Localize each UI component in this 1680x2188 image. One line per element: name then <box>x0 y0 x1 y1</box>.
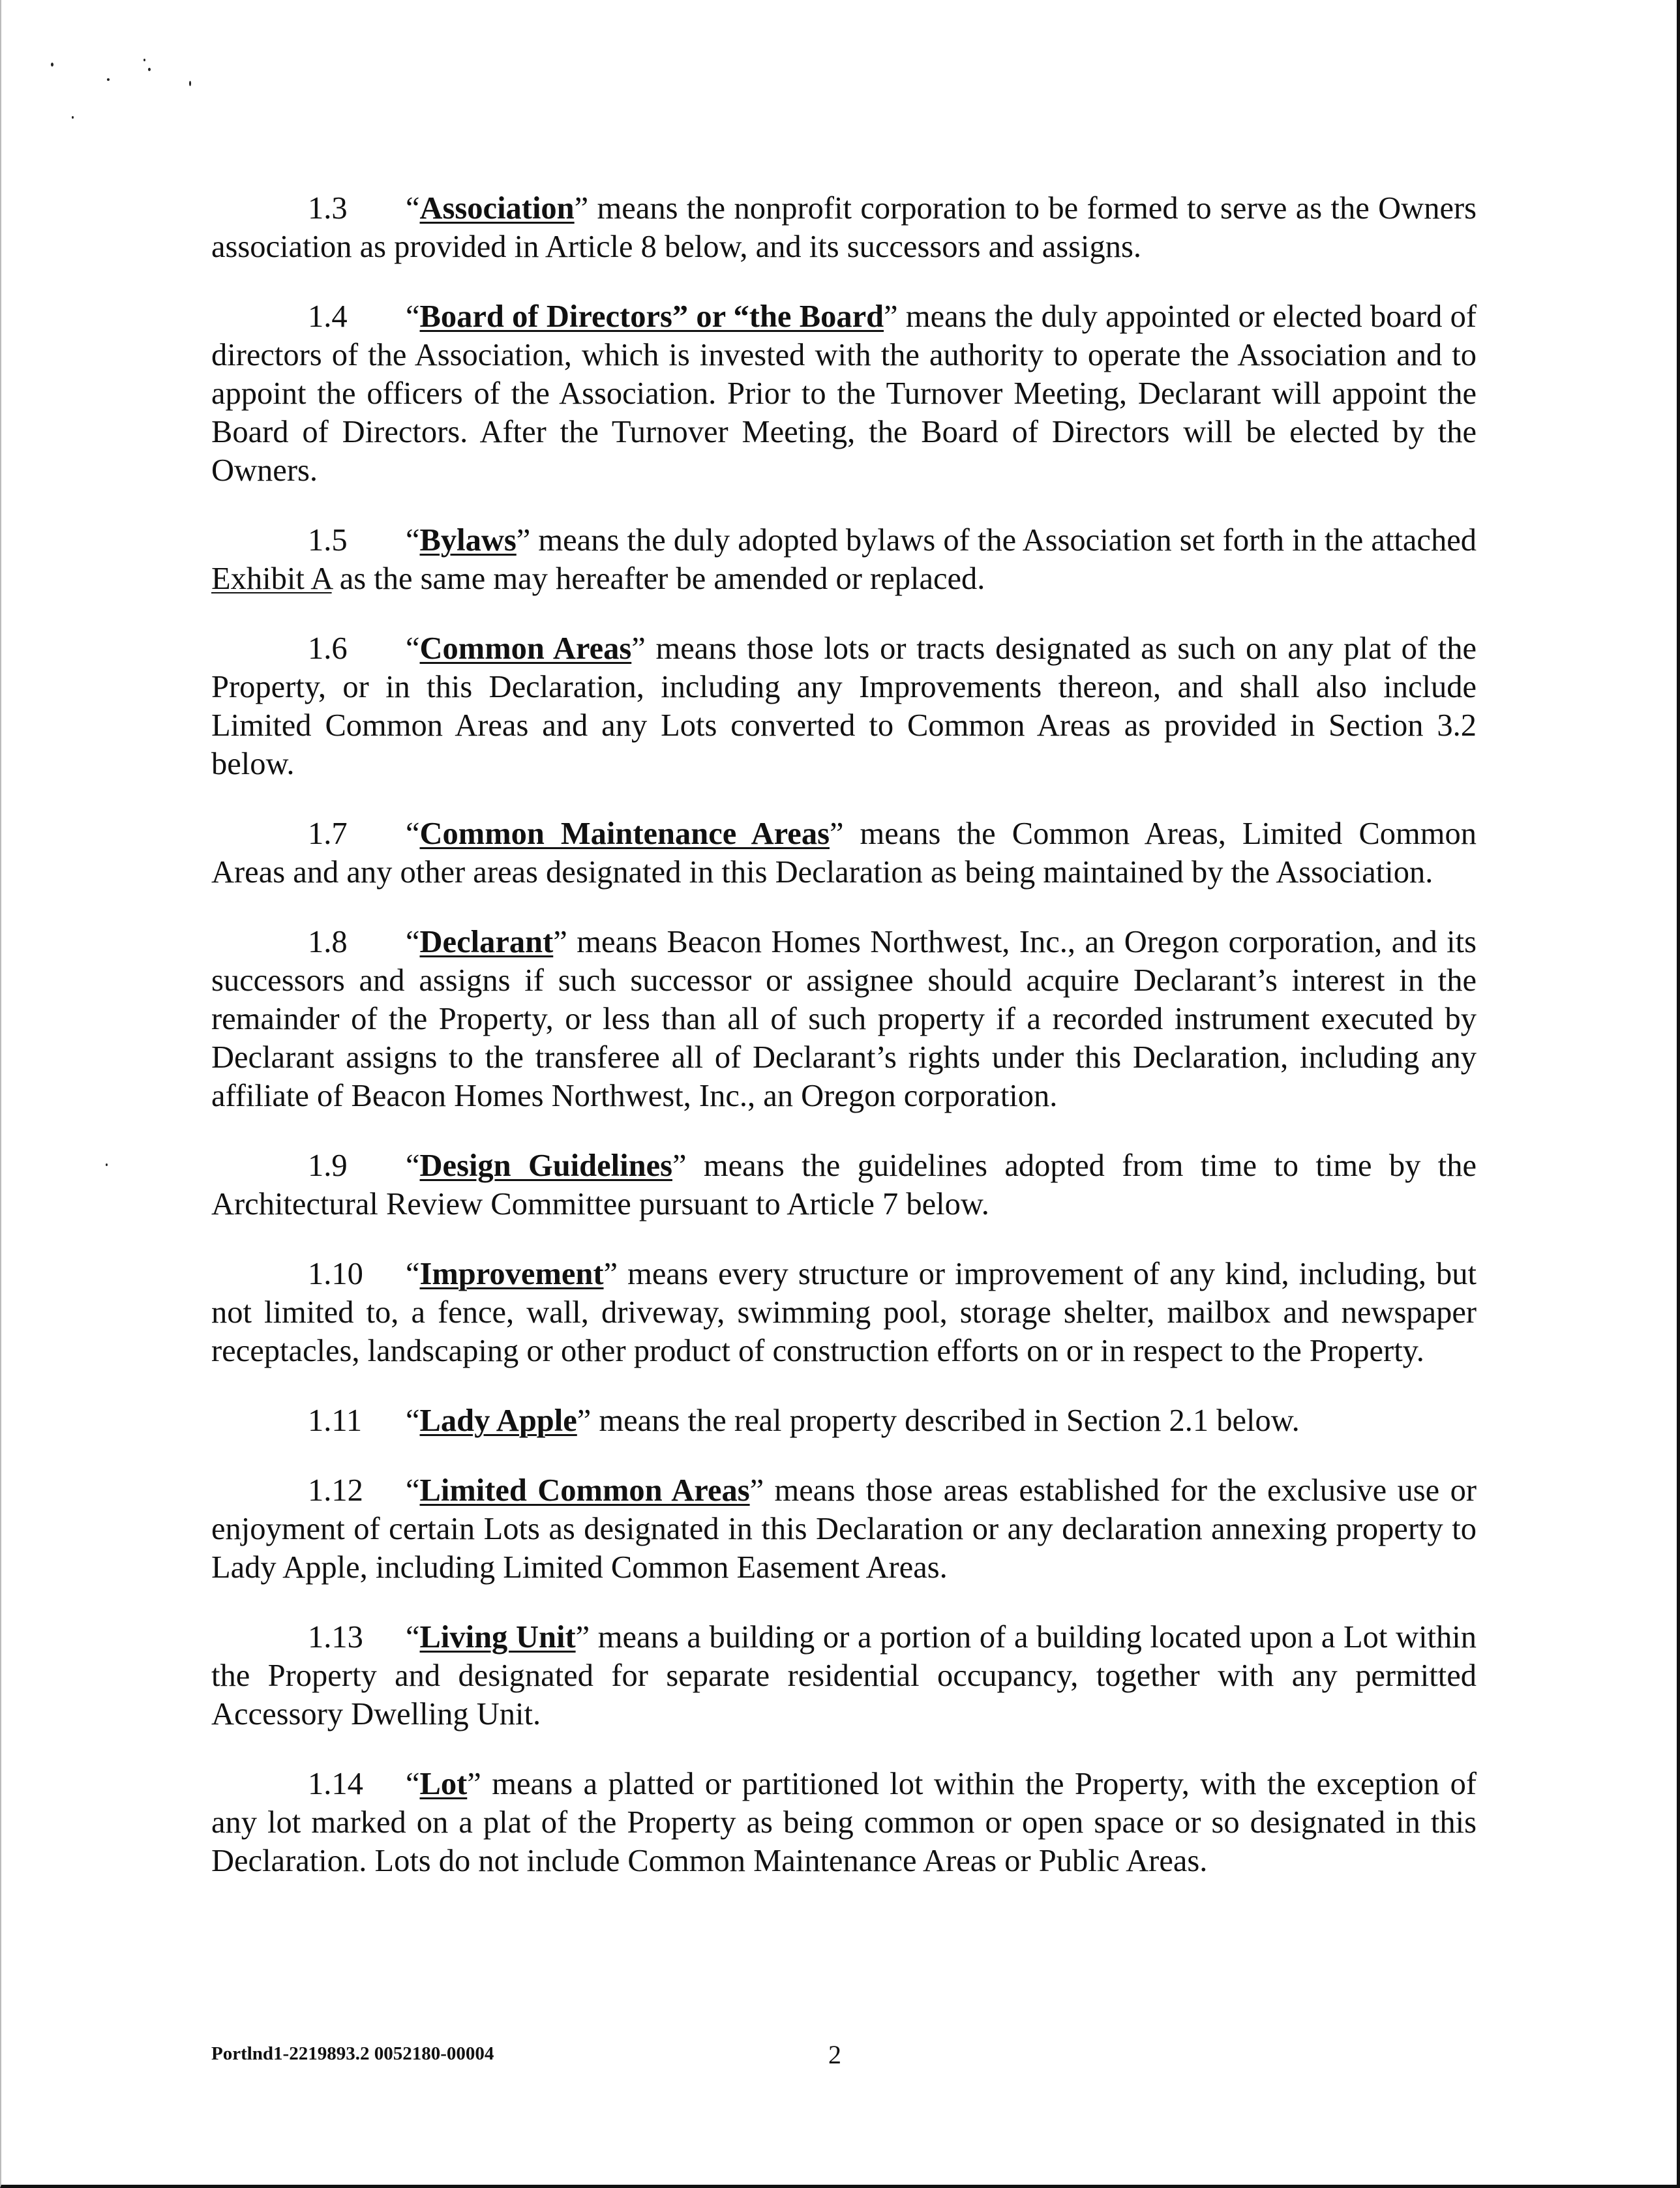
definition-text: means the Common Areas, Limited Common Areas and any other areas designated in this Declaration as being maintained by the Association. <box>211 817 1477 890</box>
section-number: 1.6 <box>308 631 348 666</box>
definition-1-11: 1.11 “Lady Apple” means the real property described in Section 2.1 below. <box>211 1401 1477 1440</box>
scan-speck <box>51 63 53 67</box>
definition-text: means the real property described in Section 2.1 below. <box>591 1403 1300 1438</box>
section-number: 1.5 <box>308 523 348 558</box>
definition-text: means the duly appointed or elected board of directors of the Association, which is invested with the authority to operate the Association and to appoint the officers of the Association. Prior to the Turnover Meeting, Declarant will appoint the Board of Directors. After the Turnover Meeting, the Board of Directors will be elected by the Owners. <box>211 299 1477 488</box>
section-number: 1.4 <box>308 299 348 334</box>
definition-1-10: 1.10 “Improvement” means every structure or improvement of any kind, including, but not limited to, a fence, wall, driveway, swimming pool, storage shelter, mailbox and newspaper receptacles, landscaping or other product of construction efforts on or in respect to the Property. <box>211 1255 1477 1370</box>
page-number: 2 <box>828 2040 841 2069</box>
definition-1-14: 1.14 “Lot” means a platted or partitioned lot within the Property, with the exception of any lot marked on a plat of the Property as being common or open space or so designated in this Declaration. Lots do not include Common Maintenance Areas or Public Areas. <box>211 1765 1477 1880</box>
defined-term: Lot <box>419 1767 468 1801</box>
definition-1-12: 1.12 “Limited Common Areas” means those areas established for the exclusive use or enjoyment of certain Lots as designated in this Declaration or any declaration annexing property to Lady Apple, including Limited Common Easement Areas. <box>211 1471 1477 1587</box>
section-number: 1.8 <box>308 925 348 959</box>
defined-term: Improvement <box>419 1257 604 1291</box>
section-number: 1.10 <box>308 1257 363 1291</box>
definition-text: means Beacon Homes Northwest, Inc., an Oregon corporation, and its successors and assigns if such successor or assignee should acquire Declarant’s interest in the remainder of the Property, or less than all of such property if a recorded instrument executed by Declarant assigns to the transferee all of Declarant’s rights under this Declaration, including any affiliate of Beacon Homes Northwest, Inc., an Oregon corporation. <box>211 925 1477 1113</box>
defined-term: Association <box>419 191 575 226</box>
section-number: 1.12 <box>308 1473 363 1508</box>
defined-term: Common Maintenance Areas <box>419 817 830 851</box>
definitions-body <box>211 189 1477 1911</box>
defined-term: Lady Apple <box>419 1403 577 1438</box>
definition-text: means those areas established for the exclusive use or enjoyment of certain Lots as designated in this Declaration or any declaration annexing property to Lady Apple, including Limited Common Easement Areas. <box>211 1473 1477 1585</box>
definition-1-6: 1.6 “Common Areas” means those lots or tracts designated as such on any plat of the Property, or in this Declaration, including any Improvements thereon, and shall also include Limited Common Areas and any Lots converted to Common Areas as provided in Section 3.2 below. <box>211 629 1477 783</box>
definition-text: means the nonprofit corporation to be formed to serve as the Owners association as provided in Article 8 below, and its successors and assigns. <box>211 191 1477 264</box>
definition-1-13: 1.13 “Living Unit” means a building or a portion of a building located upon a Lot within the Property and designated for separate residential occupancy, together with any permitted Accessory Dwelling Unit. <box>211 1618 1477 1733</box>
definition-1-7: 1.7 “Common Maintenance Areas” means the Common Areas, Limited Common Areas and any other areas designated in this Declaration as being maintained by the Association. <box>211 815 1477 892</box>
defined-term: Board of Directors” or “the Board <box>419 299 884 334</box>
defined-term: Limited Common Areas <box>419 1473 750 1508</box>
definition-text: means the guidelines adopted from time to time by the Architectural Review Committee pursuant to Article 7 below. <box>211 1148 1477 1221</box>
scan-speck <box>72 116 74 119</box>
section-number: 1.9 <box>308 1148 348 1183</box>
definition-1-9: 1.9 “Design Guidelines” means the guidelines adopted from time to time by the Architectural Review Committee pursuant to Article 7 below. <box>211 1146 1477 1223</box>
defined-term: Living Unit <box>419 1620 576 1655</box>
definition-1-4: 1.4 “Board of Directors” or “the Board” means the duly appointed or elected board of directors of the Association, which is invested with the authority to operate the Association and to appoint the officers of the Association. Prior to the Turnover Meeting, Declarant will appoint the Board of Directors. After the Turnover Meeting, the Board of Directors will be elected by the Owners. <box>211 297 1477 490</box>
scan-speck <box>189 81 191 86</box>
section-number: 1.7 <box>308 817 348 851</box>
section-number: 1.3 <box>308 191 348 226</box>
definition-1-3: 1.3 “Association” means the nonprofit corporation to be formed to serve as the Owners association as provided in Article 8 below, and its successors and assigns. <box>211 189 1477 266</box>
section-number: 1.14 <box>308 1767 363 1801</box>
scan-speck <box>148 68 151 71</box>
document-id: Portlnd1-2219893.2 0052180-00004 <box>211 2043 494 2064</box>
defined-term: Design Guidelines <box>419 1148 672 1183</box>
defined-term: Declarant <box>419 925 554 959</box>
definition-text: means those lots or tracts designated as such on any plat of the Property, or in this Declaration, including any Improvements thereon, and shall also include Limited Common Areas and any Lots converted to Common Areas as provided in Section 3.2 below. <box>211 631 1477 781</box>
definition-text: means a building or a portion of a building located upon a Lot within the Property and designated for separate residential occupancy, together with any permitted Accessory Dwelling Unit. <box>211 1620 1477 1731</box>
defined-term: Bylaws <box>419 523 517 558</box>
scan-speck <box>107 78 110 81</box>
definition-text: means every structure or improvement of any kind, including, but not limited to, a fence, wall, driveway, swimming pool, storage shelter, mailbox and newspaper receptacles, landscaping or other product of construction efforts on or in respect to the Property. <box>211 1257 1477 1368</box>
definition-1-5: 1.5 “Bylaws” means the duly adopted bylaws of the Association set forth in the attached Exhibit A as the same may hereafter be amended or replaced. <box>211 521 1477 598</box>
section-number: 1.13 <box>308 1620 363 1655</box>
definition-1-8: 1.8 “Declarant” means Beacon Homes Northwest, Inc., an Oregon corporation, and its successors and assigns if such successor or assignee should acquire Declarant’s interest in the remainder of the Property, or less than all of such property if a recorded instrument executed by Declarant assigns to the transferee all of Declarant’s rights under this Declaration, including any affiliate of Beacon Homes Northwest, Inc., an Oregon corporation. <box>211 923 1477 1115</box>
section-number: 1.11 <box>308 1403 363 1438</box>
scan-speck <box>106 1163 108 1166</box>
definition-text-continued: as the same may hereafter be amended or replaced. <box>331 562 985 596</box>
definition-text: means the duly adopted bylaws of the Association set forth in the attached <box>530 523 1477 558</box>
definition-text: means a platted or partitioned lot within the Property, with the exception of any lot marked on a plat of the Property as being common or open space or so designated in this Declaration. Lots do not include Common Maintenance Areas or Public Areas. <box>211 1767 1477 1878</box>
defined-term: Common Areas <box>419 631 632 666</box>
exhibit-reference: Exhibit A <box>211 562 332 596</box>
scan-speck <box>143 59 145 61</box>
